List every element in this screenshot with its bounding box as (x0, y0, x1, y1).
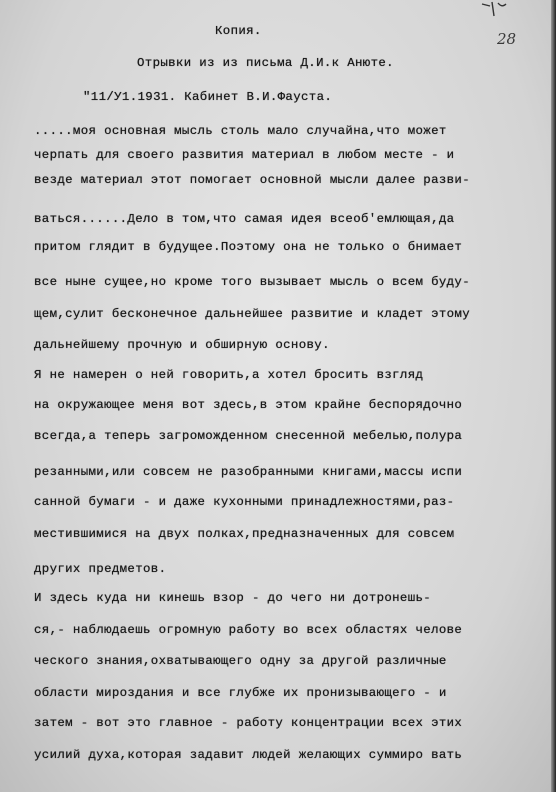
text-line: все ныне сущее,но кроме того вызывает мысль о всем буду- (34, 275, 470, 289)
text-line: ся,- наблюдаешь огромную работу во всех областях челове (34, 623, 463, 637)
text-line: .....моя основная мысль столь мало случайна,что может (34, 124, 447, 138)
document-heading: Отрывки из из письма Д.И.к Анюте. (137, 56, 394, 70)
text-line: притом глядит в будущее.Поэтому она не только о бнимает (34, 240, 463, 254)
text-line: области мироздания и все глубже их пронизывающего - и (34, 686, 447, 700)
text-line: усилий духа,которая задавит людей желающих суммиро вать (34, 748, 463, 762)
text-line: местившимися на двух полках,предназначенных для совсем (34, 527, 455, 541)
text-line: затем - вот это главное - работу концентрации всех этих (34, 716, 463, 730)
dateline: "11/У1.1931. Кабинет В.И.Фауста. (83, 90, 333, 104)
text-line: на окружающее меня вот здесь,в этом крайне беспорядочно (34, 398, 463, 412)
text-line: черпать для своего развития материал в любом месте - и (34, 148, 455, 162)
text-line: ческого знания,охватывающего одну за другой различные (34, 654, 447, 668)
page-edge-shadow (551, 0, 556, 792)
text-line: дальнейшему прочную и обширную основу. (34, 338, 330, 352)
text-line: И здесь куда ни кинешь взор - до чего ни дотронешь- (34, 591, 432, 605)
handwritten-mark-icon (480, 0, 508, 18)
text-line: Я не намерен о ней говорить,а хотел бросить взгляд (34, 368, 424, 382)
copy-label: Копия. (215, 24, 262, 38)
text-line: везде материал этот помогает основной мысли далее разви- (34, 173, 470, 187)
text-line: ваться......Дело в том,что самая идея всеоб'емлющая,да (34, 212, 455, 226)
text-line: всегда,а теперь загроможденном снесенной мебелью,полура (34, 429, 463, 443)
text-line: щем,сулит бесконечное дальнейшее развитие и кладет этому (34, 307, 470, 321)
page-number: 28 (497, 30, 517, 48)
text-line: других предметов. (34, 562, 167, 576)
text-line: санной бумаги - и даже кухонными принадлежностями,раз- (34, 495, 455, 509)
text-line: резанными,или совсем не разобранными книгами,массы испи (34, 465, 463, 479)
